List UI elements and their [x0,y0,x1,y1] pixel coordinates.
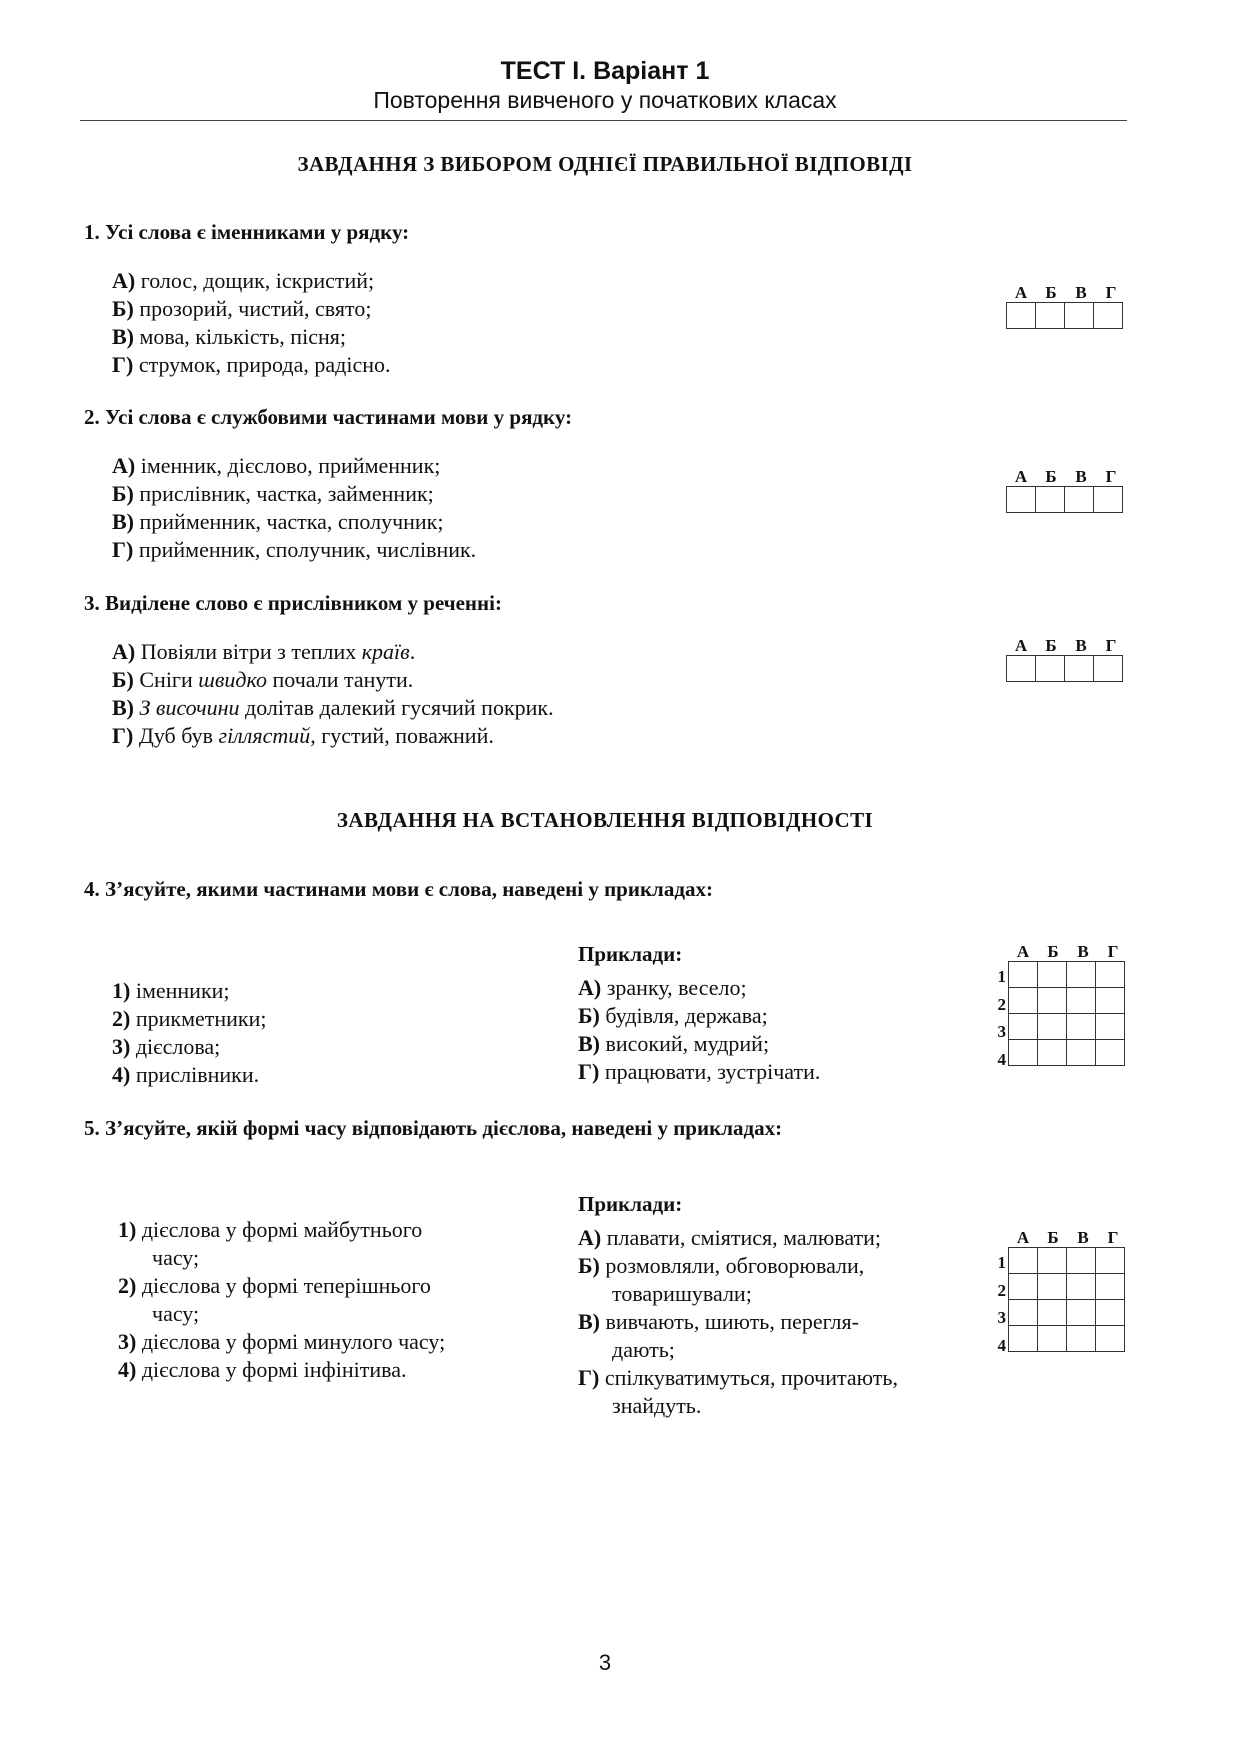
page-number: 3 [598,1650,612,1675]
answer-cell-b[interactable] [1036,303,1065,329]
answer-cell-b[interactable] [1036,656,1065,682]
q1-answer-grid [1006,284,1126,329]
match-cell[interactable] [1067,1326,1096,1352]
q4-examples-title: Приклади: [578,942,683,966]
match-cell[interactable] [1038,962,1067,988]
answer-cell-c[interactable] [1065,303,1094,329]
match-cell[interactable] [1009,1326,1038,1352]
match-cell[interactable] [1009,1040,1038,1066]
q1-option-c[interactable]: В) мова, кількість, пісня; [112,324,346,349]
q2-option-c[interactable]: В) прийменник, частка, сполучник; [112,509,444,534]
q4-left-item-2: 2) прикметники; [112,1006,267,1031]
question-3: 3. Виділене слово є прислівником у реченні: [84,591,502,615]
q5-example-d: Г) спілкуватимуться, прочитають, знайдуть. [578,1365,898,1418]
answer-cell-a[interactable] [1007,303,1036,329]
match-cell[interactable] [1096,1014,1125,1040]
q5-left-item-4: 4) дієслова у формі інфінітива. [118,1357,407,1382]
question-4: 4. З’ясуйте, якими частинами мови є слова, наведені у прикладах: [84,877,713,901]
match-cell[interactable] [1067,988,1096,1014]
q5-left-item-1: 1) дієслова у формі майбутнього часу; [118,1217,423,1270]
q4-example-c: В) високий, мудрий; [578,1031,770,1056]
answer-letters-header: А Б В Г [1014,636,1117,655]
question-2: 2. Усі слова є службовими частинами мови у рядку: [84,405,573,429]
match-cell[interactable] [1009,1274,1038,1300]
match-cell[interactable] [1038,1326,1067,1352]
q5-example-b: Б) розмовляли, обговорювали, товаришували; [578,1253,865,1306]
q4-matching-grid [992,943,1128,1073]
answer-cell-a[interactable] [1007,487,1036,513]
match-cell[interactable] [1096,1248,1125,1274]
answer-letters-header: А Б В Г [1016,942,1119,961]
match-cell[interactable] [1067,1040,1096,1066]
matching-row-numbers: 1 2 3 4 [997,1253,1006,1355]
q3-option-a[interactable]: А) Повіяли вітри з теплих країв. [112,639,416,664]
q4-left-item-3: 3) дієслова; [112,1034,221,1059]
q4-left-item-4: 4) прислівники. [112,1062,260,1087]
q5-examples-title: Приклади: [578,1192,683,1216]
q5-left-item-3: 3) дієслова у формі минулого часу; [118,1329,446,1354]
q2-option-b[interactable]: Б) прислівник, частка, займенник; [112,481,434,506]
section-title-matching: ЗАВДАННЯ НА ВСТАНОВЛЕННЯ ВІДПОВІДНОСТІ [336,808,874,832]
q1-option-a[interactable]: А) голос, дощик, іскристий; [112,268,375,293]
q5-left-item-2: 2) дієслова у формі теперішнього часу; [118,1273,431,1326]
match-cell[interactable] [1096,1326,1125,1352]
match-cell[interactable] [1038,1248,1067,1274]
q4-left-list [112,977,267,1089]
q3-option-c[interactable]: В) З височини долітав далекий гусячий покрик. [112,695,554,720]
q2-option-d[interactable]: Г) прийменник, сполучник, числівник. [112,537,477,562]
q5-left-list [118,1216,445,1384]
match-cell[interactable] [1009,1300,1038,1326]
answer-cell-d[interactable] [1094,487,1123,513]
question-5: 5. З’ясуйте, якій формі часу відповідають дієслова, наведені у прикладах: [84,1116,783,1140]
test-subtitle: Повторення вивченого у початкових класах [373,87,837,113]
q1-option-b[interactable]: Б) прозорий, чистий, свято; [112,296,372,321]
match-cell[interactable] [1067,1014,1096,1040]
match-cell[interactable] [1067,962,1096,988]
match-cell[interactable] [1067,1300,1096,1326]
q3-option-b[interactable]: Б) Сніги швидко почали танути. [112,667,414,692]
match-cell[interactable] [1038,1274,1067,1300]
match-cell[interactable] [1038,1300,1067,1326]
match-cell[interactable] [1096,1274,1125,1300]
match-cell[interactable] [1067,1274,1096,1300]
match-cell[interactable] [1038,1014,1067,1040]
q4-example-a: А) зранку, весело; [578,975,747,1000]
q3-option-d[interactable]: Г) Дуб був гіллястий, густий, поважний. [112,723,494,748]
match-cell[interactable] [1009,962,1038,988]
match-cell[interactable] [1096,1040,1125,1066]
match-cell[interactable] [1009,988,1038,1014]
match-cell[interactable] [1067,1248,1096,1274]
matching-row-numbers: 1 2 3 4 [997,967,1006,1069]
answer-letters-header: А Б В Г [1016,1228,1119,1247]
answer-letters-header: А Б В Г [1014,467,1117,486]
q4-example-d: Г) працювати, зустрічати. [578,1059,821,1084]
q5-example-c: В) вивчають, шиють, перегля- дають; [578,1309,859,1362]
q4-examples [578,940,820,1086]
q5-matching-grid [992,1229,1128,1359]
test-title: ТЕСТ I. Варіант 1 [500,57,710,85]
answer-cell-d[interactable] [1094,303,1123,329]
q4-left-item-1: 1) іменники; [112,978,230,1003]
question-1: 1. Усі слова є іменниками у рядку: [84,220,410,244]
header-divider [80,120,1127,121]
answer-cell-c[interactable] [1065,656,1094,682]
match-cell[interactable] [1096,988,1125,1014]
section-title-single-choice: ЗАВДАННЯ З ВИБОРОМ ОДНІЄЇ ПРАВИЛЬНОЇ ВІДПОВІДІ [297,152,913,176]
match-cell[interactable] [1096,1300,1125,1326]
match-cell[interactable] [1038,1040,1067,1066]
match-cell[interactable] [1009,1248,1038,1274]
match-cell[interactable] [1038,988,1067,1014]
q3-answer-grid [1006,637,1126,682]
q4-example-b: Б) будівля, держава; [578,1003,768,1028]
answer-cell-d[interactable] [1094,656,1123,682]
q2-option-a[interactable]: А) іменник, дієслово, прийменник; [112,453,441,478]
q5-example-a: А) плавати, сміятися, малювати; [578,1225,882,1250]
answer-letters-header: А Б В Г [1014,283,1117,302]
match-cell[interactable] [1096,962,1125,988]
answer-cell-c[interactable] [1065,487,1094,513]
q2-answer-grid [1006,468,1126,513]
answer-cell-a[interactable] [1007,656,1036,682]
answer-cell-b[interactable] [1036,487,1065,513]
q5-examples [578,1190,898,1420]
q1-option-d[interactable]: Г) струмок, природа, радісно. [112,352,391,377]
match-cell[interactable] [1009,1014,1038,1040]
